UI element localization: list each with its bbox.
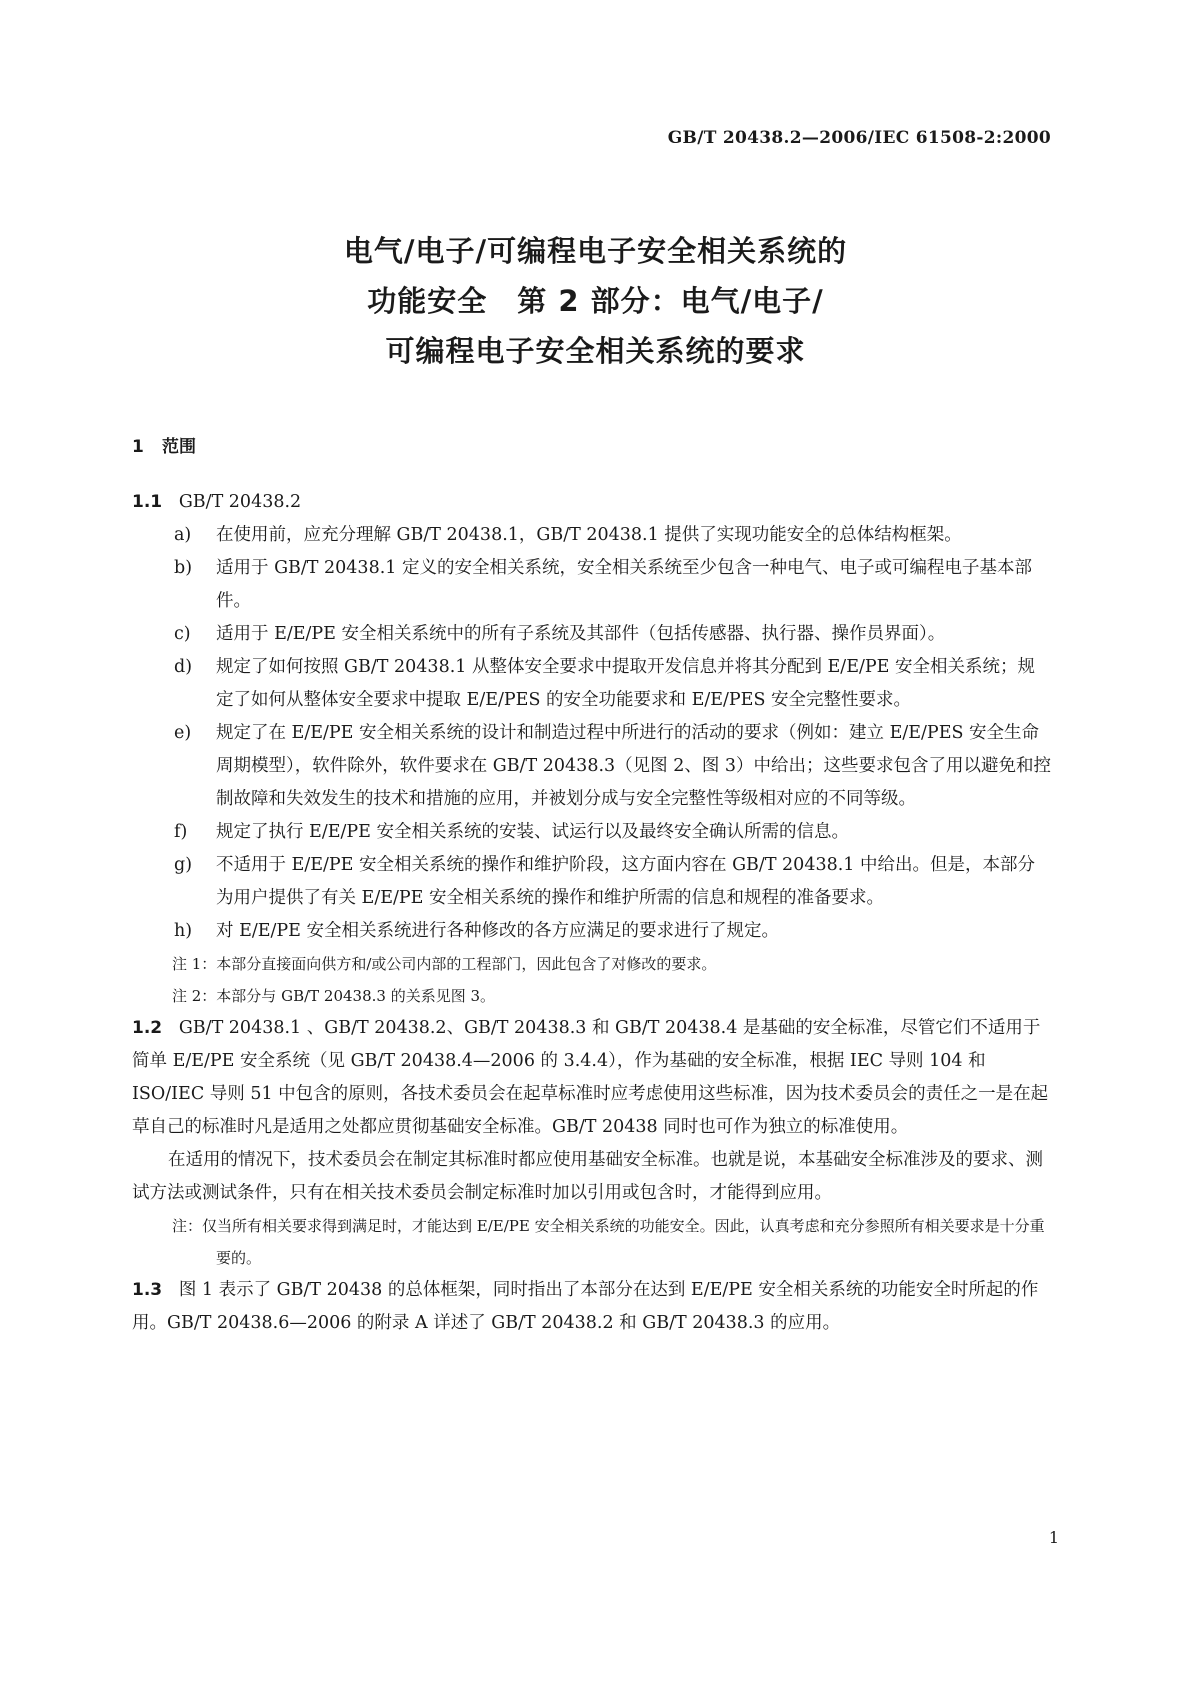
item-text: 规定了在 E/E/PE 安全相关系统的设计和制造过程中所进行的活动的要求（例如：建立 E/E/PES 安全生命周期模型），软件除外，软件要求在 GB/T 20438.3（见图 2、图 3）中给出；这些要求包含了用以避免和控制故障和失效发生的技术和措施的应用，并被划分成与安全完整性等级相对应的不同等级。: [216, 723, 1052, 809]
list-item: [132, 552, 1052, 618]
list-item: [132, 849, 1052, 915]
clause-number: 1.2: [132, 1018, 163, 1038]
item-label: b): [174, 558, 193, 578]
item-text: 适用于 E/E/PE 安全相关系统中的所有子系统及其部件（包括传感器、执行器、操作员界面）。: [216, 624, 946, 644]
item-label: c): [174, 624, 191, 644]
clause-1-1: [132, 486, 1052, 519]
list-item: [132, 717, 1052, 816]
item-label: f): [174, 822, 188, 842]
page-number: 1: [1048, 1528, 1059, 1547]
clause-paragraph: 在适用的情况下，技术委员会在制定其标准时都应使用基础安全标准。也就是说，本基础安全标准涉及的要求、测试方法或测试条件，只有在相关技术委员会制定标准时加以引用或包含时，才能得到应用。: [132, 1150, 1043, 1203]
list-item: [132, 519, 1052, 552]
title-line-3: 可编程电子安全相关系统的要求: [385, 334, 806, 368]
document-body: [132, 431, 1052, 1340]
clause-1-2: [132, 1012, 1052, 1144]
section-title: 范围: [162, 437, 196, 457]
item-label: h): [174, 921, 193, 941]
note-2: 注 2：本部分与 GB/T 20438.3 的关系见图 3。: [172, 987, 496, 1005]
standard-code: GB/T 20438.2—2006/IEC 61508-2:2000: [667, 128, 1051, 148]
list-item: [132, 915, 1052, 948]
clause-text: 图 1 表示了 GB/T 20438 的总体框架，同时指出了本部分在达到 E/E/PE 安全相关系统的功能安全时所起的作用。GB/T 20438.6—2006 的附录 A 详述了 GB/T 20438.2 和 GB/T 20438.3 的应用。: [132, 1280, 1039, 1333]
list-item: [132, 651, 1052, 717]
clause-number: 1.3: [132, 1280, 163, 1300]
section-number: 1: [132, 437, 144, 457]
item-text: 不适用于 E/E/PE 安全相关系统的操作和维护阶段，这方面内容在 GB/T 20438.1 中给出。但是，本部分为用户提供了有关 E/E/PE 安全相关系统的操作和维护所需的信息和规程的准备要求。: [216, 855, 1035, 908]
note-1: 注 1：本部分直接面向供方和/或公司内部的工程部门，因此包含了对修改的要求。: [172, 955, 717, 973]
item-text: 对 E/E/PE 安全相关系统进行各种修改的各方应满足的要求进行了规定。: [216, 921, 780, 941]
item-label: g): [174, 855, 193, 875]
document-title: [0, 226, 1191, 376]
item-label: d): [174, 657, 193, 677]
clause-text: GB/T 20438.1 、GB/T 20438.2、GB/T 20438.3 和 GB/T 20438.4 是基础的安全标准，尽管它们不适用于简单 E/E/PE 安全系统（见 GB/T 20438.4—2006 的 3.4.4），作为基础的安全标准，根据 IEC 导则 104 和 ISO/IEC 导则 51 中包含的原则，各技术委员会在起草标准时应考虑使用这些标准，因为技术委员会的责任之一是在起草自己的标准时凡是适用之处都应贯彻基础安全标准。GB/T 20438 同时也可作为独立的标准使用。: [132, 1018, 1049, 1137]
list-item: [132, 618, 1052, 651]
clause-1-3: [132, 1274, 1052, 1340]
item-text: 规定了如何按照 GB/T 20438.1 从整体安全要求中提取开发信息并将其分配到 E/E/PE 安全相关系统；规定了如何从整体安全要求中提取 E/E/PES 的安全功能要求和 E/E/PES 安全完整性要求。: [216, 657, 1035, 710]
item-text: 在使用前，应充分理解 GB/T 20438.1，GB/T 20438.1 提供了实现功能安全的总体结构框架。: [216, 525, 962, 545]
clause-lead: GB/T 20438.2: [178, 492, 302, 512]
title-line-2: 功能安全 第 2 部分：电气/电子/: [367, 284, 824, 318]
note: 注：仅当所有相关要求得到满足时，才能达到 E/E/PE 安全相关系统的功能安全。因此，认真考虑和充分参照所有相关要求是十分重要的。: [172, 1217, 1045, 1267]
item-label: a): [174, 525, 192, 545]
section-heading: [132, 431, 1052, 464]
item-text: 适用于 GB/T 20438.1 定义的安全相关系统，安全相关系统至少包含一种电气、电子或可编程电子基本部件。: [216, 558, 1032, 611]
clause-number: 1.1: [132, 492, 163, 512]
item-text: 规定了执行 E/E/PE 安全相关系统的安装、试运行以及最终安全确认所需的信息。: [216, 822, 850, 842]
title-line-1: 电气/电子/可编程电子安全相关系统的: [343, 234, 848, 268]
item-label: e): [174, 723, 192, 743]
list-item: [132, 816, 1052, 849]
